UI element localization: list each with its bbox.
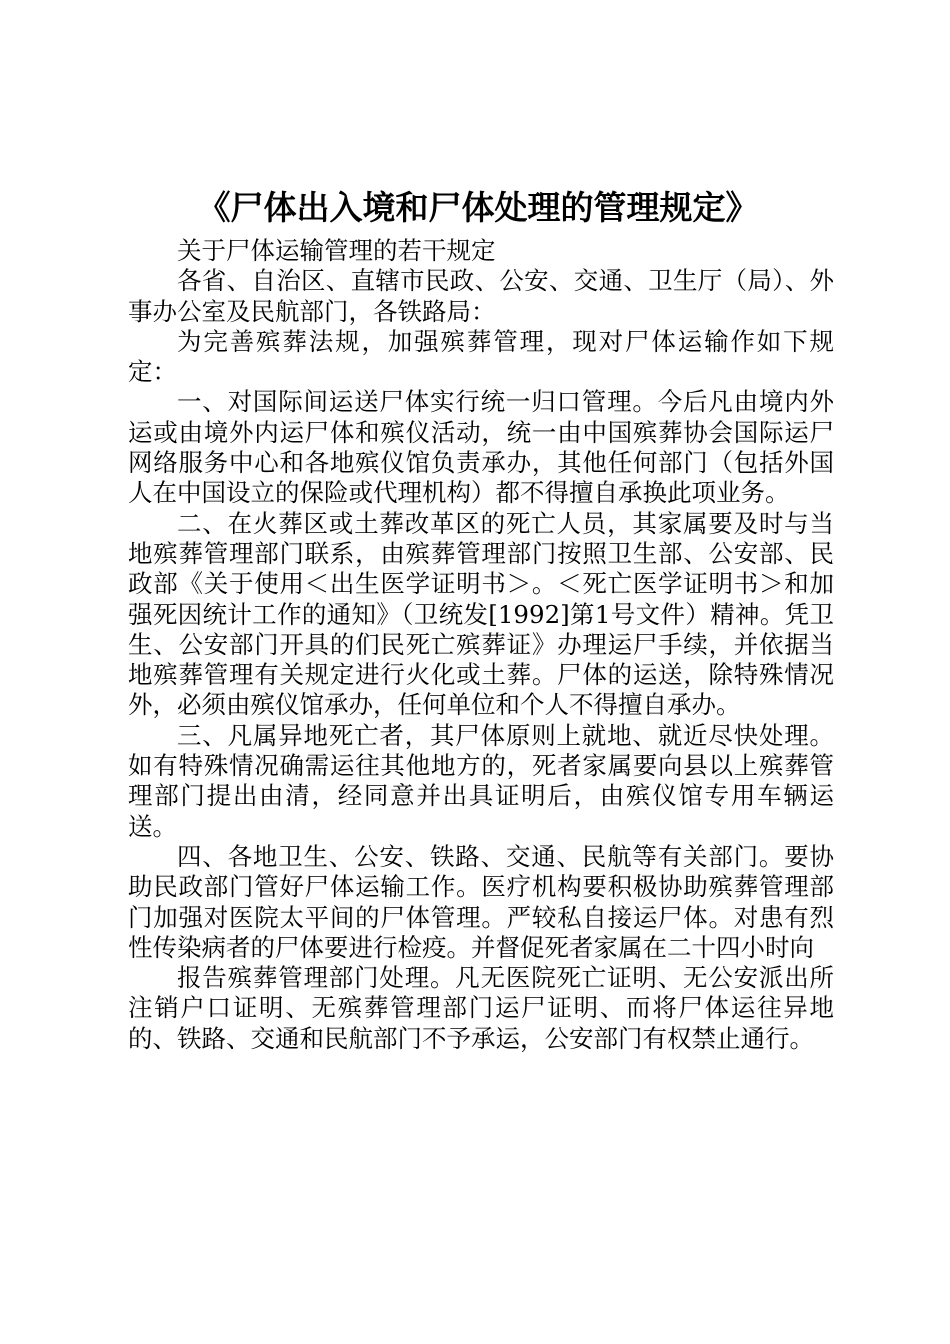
paragraph-intro: 为完善殡葬法规，加强殡葬管理，现对尸体运输作如下规定： [128, 326, 834, 387]
paragraph-addressees: 各省、自治区、直辖市民政、公安、交通、卫生厅（局）、外事办公室及民航部门，各铁路局： [128, 266, 834, 326]
document-title: 《尸体出入境和尸体处理的管理规定》 [197, 188, 759, 227]
paragraph-article-2: 二、在火葬区或土葬改革区的死亡人员，其家属要及时与当地殡葬管理部门联系，由殡葬管理部门按照卫生部、公安部、民政部《关于使用＜出生医学证明书＞。＜死亡医学证明书＞和加强死因统计工作的通知》（卫统发[1992]第1号文件）精神。凭卫生、公安部门开具的们民死亡殡葬证》办理运尸手续，并依据当地殡葬管理有关规定进行火化或土葬。尸体的运送，除特殊情况外，必须由殡仪馆承办，任何单位和个人不得擅自承办。 [128, 508, 834, 720]
paragraph-article-4-continued: 报告殡葬管理部门处理。凡无医院死亡证明、无公安派出所注销户口证明、无殡葬管理部门运尸证明、而将尸体运往异地的、铁路、交通和民航部门不予承运，公安部门有权禁止通行。 [128, 963, 834, 1053]
paragraph-article-3: 三、凡属异地死亡者，其尸体原则上就地、就近尽快处理。如有特殊情况确需运往其他地方的，死者家属要向县以上殡葬管理部门提出由清，经同意并出具证明后，由殡仪馆专用车辆运送。 [128, 720, 834, 841]
paragraph-article-1: 一、对国际间运送尸体实行统一归口管理。今后凡由境内外运或由境外内运尸体和殡仪活动，统一由中国殡葬协会国际运尸网络服务中心和各地殡仪馆负责承办，其他任何部门（包括外国人在中国设立的保险或代理机构）都不得擅自承换此项业务。 [128, 387, 834, 508]
document-page [128, 180, 834, 1054]
paragraph-subtitle: 关于尸体运输管理的若干规定 [177, 236, 496, 265]
paragraph-article-4: 四、各地卫生、公安、铁路、交通、民航等有关部门。要协助民政部门管好尸体运输工作。医疗机构要积极协助殡葬管理部门加强对医院太平间的尸体管理。严较私自接运尸体。对患有烈性传染病者的尸体要进行检疫。并督促死者家属在二十四小时向 [128, 841, 834, 962]
